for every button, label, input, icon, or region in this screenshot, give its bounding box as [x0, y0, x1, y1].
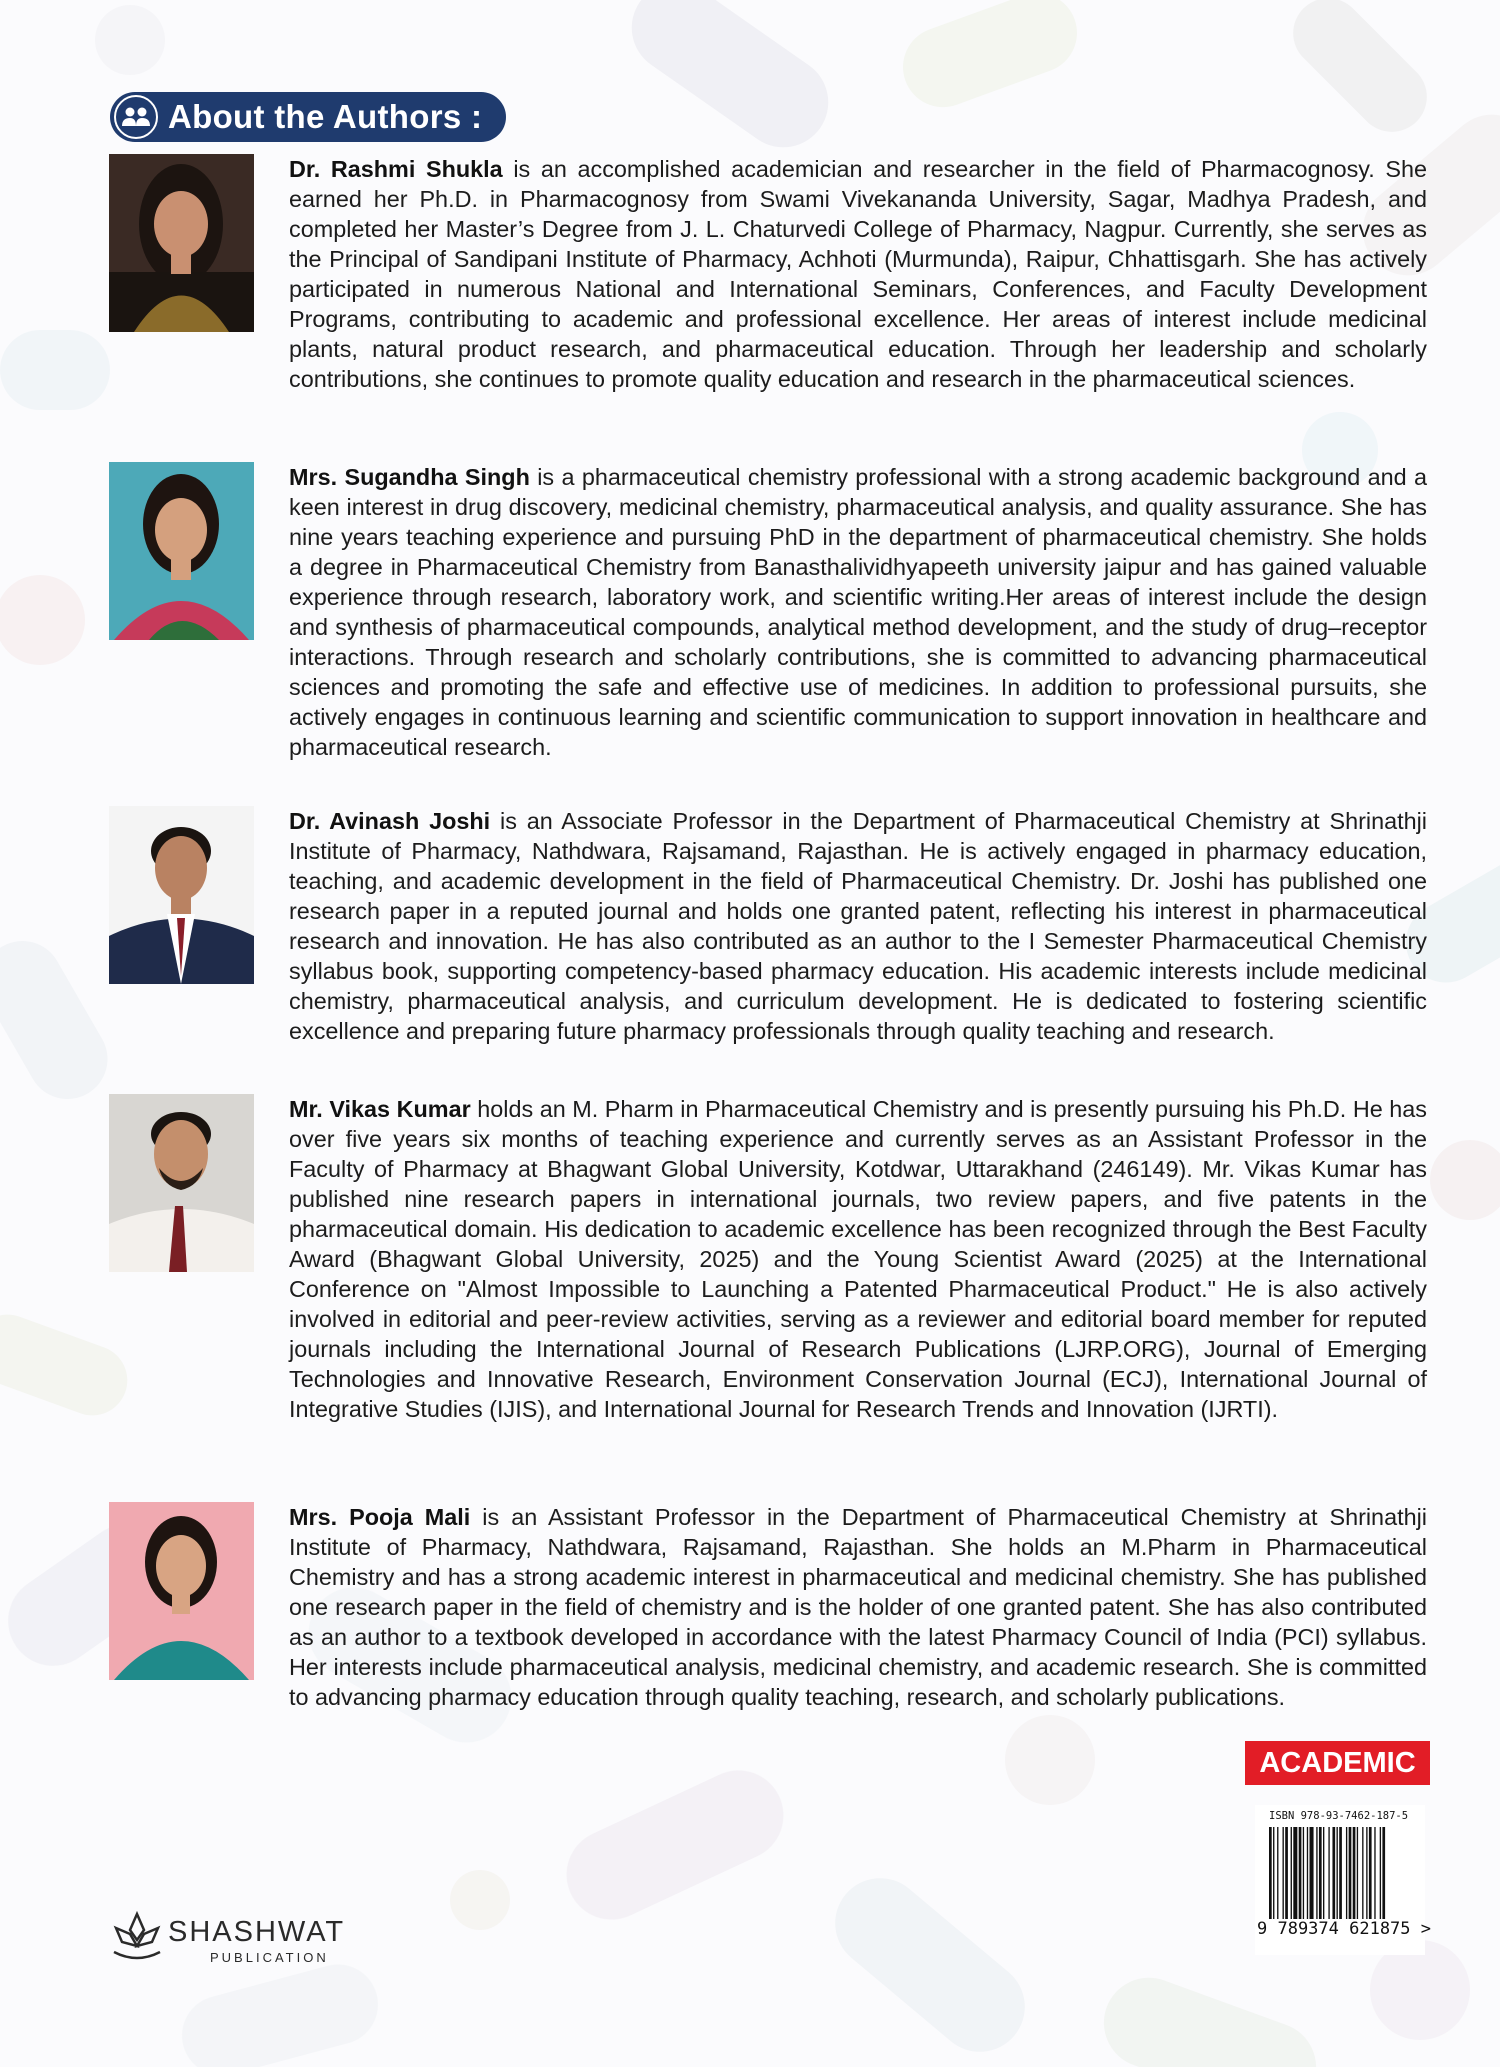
section-heading-title: About the Authors : [168, 98, 483, 135]
author-bio-text: is an Associate Professor in the Department of Pharmaceutical Chemistry at Shrinathji Institute of Pharmacy, Nathdwara, Rajsamand, Rajasthan. He is actively engaged in pharmacy education, teaching, and academic development in the field of Pharmaceutical Chemistry. Dr. Joshi has published one research paper in a reputed journal and holds one granted patent, reflecting his interest in pharmaceutical research and innovation. He has also contributed as an author to the I Semester Pharmaceutical Chemistry syllabus book, supporting competency-based pharmacy education. His academic interests include medicinal chemistry, pharmaceutical analysis, and curriculum development. He is dedicated to fostering scientific excellence and preparing future pharmacy professionals through quality teaching and research. [289, 808, 1427, 1044]
publisher-logo [110, 1910, 350, 1966]
author-photo [109, 154, 254, 332]
author-photo [109, 462, 254, 640]
author-name: Dr. Avinash Joshi [289, 808, 491, 834]
publisher-name: SHASHWAT [168, 1916, 346, 1948]
portrait-image [109, 1094, 254, 1272]
author-bio-text: is an accomplished academician and researcher in the field of Pharmacognosy. She earned her Ph.D. in Pharmacognosy from Swami Vivekananda University, Sagar, Madhya Pradesh, and completed her Master’s Degree from J. L. Chaturvedi College of Pharmacy, Nagpur. Currently, she serves as the Principal of Sandipani Institute of Pharmacy, Achhoti (Murmunda), Raipur, Chhattisgarh. She has actively participated in numerous National and International Seminars, Conferences, and Faculty Development Programs, contributing to academic and professional excellence. Her areas of interest include medicinal plants, natural product research, and pharmaceutical education. Through her leadership and scholarly contributions, she continues to promote quality education and research in the pharmaceutical sciences. [289, 156, 1428, 392]
author-bio-text: holds an M. Pharm in Pharmaceutical Chemistry and is presently pursuing his Ph.D. He has over five years six months of teaching experience and currently serves as an Assistant Professor in the Faculty of Pharmacy at Bhagwant Global University, Kotdwar, Uttarakhand (246149). Mr. Vikas Kumar has published nine research papers in international journals, two review papers, and five patents in the pharmaceutical domain. His dedication to academic excellence has been recognized through the Best Faculty Award (Bhagwant Global University, 2025) and the Young Scientist Award (2025) at the International Conference on "Almost Impossible to Launching a Patented Pharmaceutical Product." He is also actively involved in editorial and peer-review activities, serving as a reviewer and editorial board member for reputed journals including the International Journal of Research Publications (LJRP.ORG), Journal of Emerging Technologies and Innovative Research, Environment Conservation Journal (ECJ), International Journal of Integrative Studies (IJIS), and International Journal for Research Trends and Innovation (IJRTI). [289, 1096, 1427, 1422]
academic-badge: ACADEMIC [1245, 1741, 1430, 1785]
author-name: Mrs. Sugandha Singh [289, 464, 530, 490]
author-name: Mrs. Pooja Mali [289, 1504, 471, 1530]
isbn-barcode [1255, 1805, 1431, 1955]
portrait-image [109, 462, 254, 640]
author-bio-text: is an Assistant Professor in the Department of Pharmaceutical Chemistry at Shrinathji Institute of Pharmacy, Nathdwara, Rajsamand, Rajasthan. She holds an M.Pharm in Pharmaceutical Chemistry and has a strong academic interest in pharmaceutical and medicinal chemistry. She has published one research paper in the field of chemistry and is the holder of one granted patent. She has also contributed as an author to a textbook developed in accordance with the latest Pharmacy Council of India (PCI) syllabus. Her interests include pharmaceutical analysis, medicinal chemistry, and academic research. She is committed to advancing pharmacy education through quality teaching, research, and scholarly publications. [289, 1504, 1427, 1710]
isbn-text: ISBN 978-93-7462-187-5 [1269, 1810, 1409, 1822]
author-bio [289, 806, 1427, 1046]
section-heading [110, 92, 506, 142]
author-bio [289, 1094, 1427, 1424]
author-name: Mr. Vikas Kumar [289, 1096, 471, 1122]
publisher-tagline: PUBLICATION [210, 1950, 329, 1965]
portrait-image [109, 1502, 254, 1680]
author-name: Dr. Rashmi Shukla [289, 156, 503, 182]
barcode-digits: 9 789374 621875 > [1257, 1919, 1431, 1939]
portrait-image [109, 154, 254, 332]
barcode-bars [1269, 1827, 1419, 1919]
author-bio [289, 1502, 1427, 1712]
author-photo [109, 1094, 254, 1272]
lotus-icon [110, 1910, 164, 1966]
author-bio [289, 462, 1427, 762]
author-photo [109, 806, 254, 984]
author-bio-text: is a pharmaceutical chemistry professional with a strong academic background and a keen interest in drug discovery, medicinal chemistry, pharmaceutical analysis, and quality assurance. She has nine years teaching experience and pursuing PhD in the department of pharmaceutical chemistry. She holds a degree in Pharmaceutical Chemistry from Banasthalividhyapeeth university jaipur and has gained valuable experience through research, laboratory work, and scientific writing.Her areas of interest include the design and synthesis of pharmaceutical compounds, analytical method development, and the study of drug–receptor interactions. Through research and scholarly contributions, she is committed to advancing pharmaceutical sciences and promoting the safe and effective use of medicines. In addition to professional pursuits, she actively engages in continuous learning and scientific communication to support innovation in healthcare and pharmaceutical research. [289, 464, 1427, 760]
users-icon [114, 95, 158, 139]
author-bio [289, 154, 1427, 394]
portrait-image [109, 806, 254, 984]
author-photo [109, 1502, 254, 1680]
